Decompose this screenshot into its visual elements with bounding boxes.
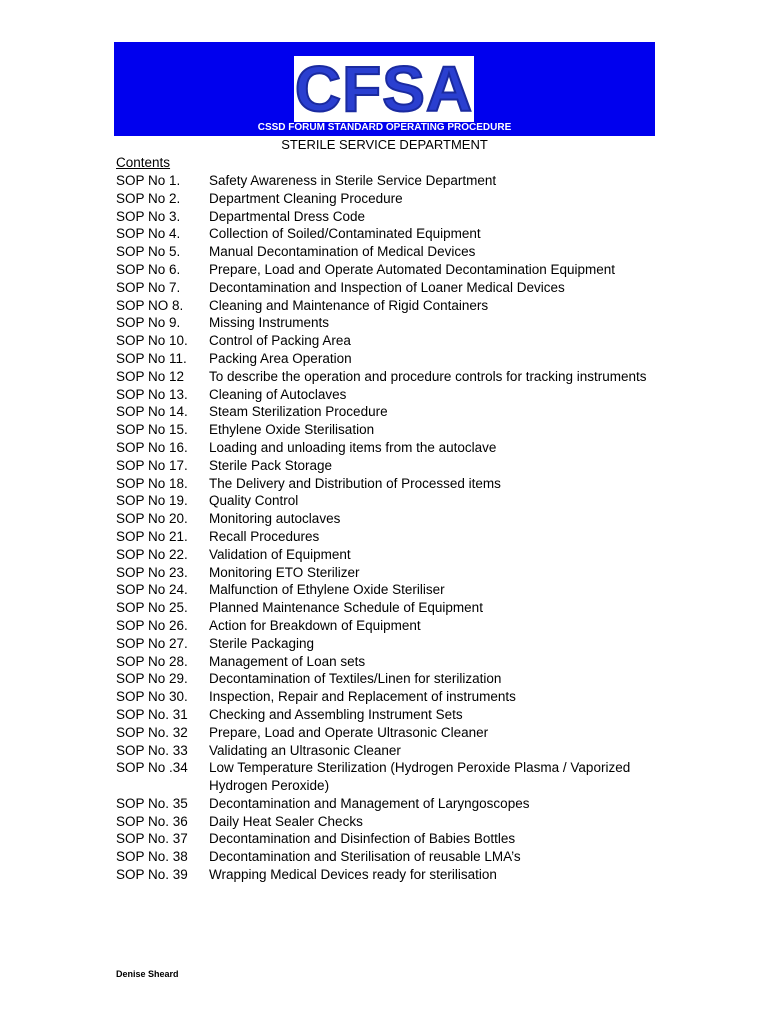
toc-item: [116, 688, 656, 706]
toc-item-number: SOP No. 37: [116, 831, 188, 847]
toc-item-title: Decontamination and Inspection of Loaner Medical Devices: [209, 279, 565, 295]
toc-item-number: SOP No 19.: [116, 493, 188, 509]
toc-item-number: SOP NO 8.: [116, 297, 184, 313]
toc-item: [116, 208, 656, 226]
toc-item-number: SOP No. 36: [116, 813, 188, 829]
toc-item-number: SOP No 13.: [116, 386, 188, 402]
toc-item-title: Decontamination and Disinfection of Babies Bottles: [209, 831, 516, 847]
toc-item-title: Control of Packing Area: [209, 333, 351, 349]
toc-item-title: Inspection, Repair and Replacement of instruments: [209, 689, 516, 705]
cfsa-logo: [294, 53, 474, 125]
toc-item: [116, 670, 656, 688]
toc-item-number: SOP No 11.: [116, 350, 187, 366]
toc-item: [116, 403, 656, 421]
toc-item-number: SOP No 10.: [116, 333, 188, 349]
toc-item: [116, 635, 656, 653]
toc-item-title: Daily Heat Sealer Checks: [209, 813, 363, 829]
toc-item: [116, 742, 656, 760]
toc-item-title: Safety Awareness in Sterile Service Department: [209, 173, 497, 188]
toc-item: [116, 653, 656, 671]
toc-item-number: SOP No. 33: [116, 742, 188, 758]
toc-item-number: SOP No 29.: [116, 671, 188, 687]
toc-item: [116, 190, 656, 208]
toc-item-title: Decontamination of Textiles/Linen for sterilization: [209, 671, 502, 687]
toc-item-number: SOP No .34: [116, 760, 188, 776]
toc-item: [116, 546, 656, 564]
table-of-contents: [116, 172, 656, 884]
toc-item-title: Planned Maintenance Schedule of Equipment: [209, 600, 483, 616]
toc-item-title: Recall Procedures: [209, 528, 320, 544]
toc-item-number: SOP No 24.: [116, 582, 188, 598]
toc-item: [116, 332, 656, 350]
toc-item: [116, 386, 656, 404]
toc-item: [116, 439, 656, 457]
toc-item-title: To describe the operation and procedure controls for tracking instruments: [209, 368, 647, 384]
banner-subtitle: CSSD FORUM STANDARD OPERATING PROCEDURE: [257, 122, 512, 133]
toc-item-title: Malfunction of Ethylene Oxide Steriliser: [209, 582, 445, 598]
toc-item-title: Packing Area Operation: [209, 350, 352, 366]
toc-item: [116, 830, 656, 848]
toc-item: [116, 475, 656, 493]
toc-item-number: SOP No. 31: [116, 706, 188, 722]
toc-item-title: Collection of Soiled/Contaminated Equipment: [209, 226, 481, 242]
toc-item: [116, 759, 656, 795]
logo-wordmark: CFSA: [294, 53, 474, 125]
toc-item-number: SOP No 21.: [116, 528, 188, 544]
toc-item: [116, 421, 656, 439]
toc-item-number: SOP No. 32: [116, 724, 188, 740]
toc-item-number: SOP No 20.: [116, 511, 188, 527]
toc-item: [116, 457, 656, 475]
toc-item-title: Quality Control: [209, 493, 299, 509]
toc-item-number: SOP No 17.: [116, 457, 188, 473]
toc-item-number: SOP No. 38: [116, 849, 188, 865]
toc-item-number: SOP No 26.: [116, 617, 188, 633]
toc-item: [116, 510, 656, 528]
toc-item-title: Manual Decontamination of Medical Devices: [209, 244, 476, 260]
toc-item-title: Steam Sterilization Procedure: [209, 404, 388, 420]
toc-item-number: SOP No 25.: [116, 600, 188, 616]
toc-item: [116, 617, 656, 635]
toc-item-number: SOP No 1.: [116, 173, 181, 188]
toc-item: [116, 297, 656, 315]
toc-item: [116, 599, 656, 617]
toc-item: [116, 795, 656, 813]
toc-item-title: Decontamination and Management of Laryngoscopes: [209, 795, 530, 811]
toc-item-number: SOP No 15.: [116, 422, 188, 438]
toc-item-number: SOP No 4.: [116, 226, 181, 242]
toc-item-number: SOP No 27.: [116, 635, 188, 651]
toc-item-number: SOP No 14.: [116, 404, 188, 420]
toc-item-title: Sterile Packaging: [209, 635, 315, 651]
toc-item-title: The Delivery and Distribution of Processed items: [209, 475, 501, 491]
toc-item-number: SOP No 22.: [116, 546, 188, 562]
toc-item-title: Validation of Equipment: [209, 546, 351, 562]
toc-item: [116, 724, 656, 742]
toc-item: [116, 243, 656, 261]
toc-item-number: SOP No. 39: [116, 867, 188, 883]
toc-item: [116, 706, 656, 724]
toc-item-number: SOP No 2.: [116, 190, 181, 206]
toc-item: [116, 314, 656, 332]
department-title: STERILE SERVICE DEPARTMENT: [281, 137, 488, 152]
toc-item: [116, 492, 656, 510]
toc-item: [116, 866, 656, 884]
toc-item-number: SOP No 16.: [116, 439, 188, 455]
toc-item-number: SOP No 6.: [116, 261, 181, 277]
toc-item: [116, 581, 656, 599]
toc-item-number: SOP No 3.: [116, 208, 181, 224]
toc-item-title: Sterile Pack Storage: [209, 457, 333, 473]
toc-item-number: SOP No 5.: [116, 244, 181, 260]
toc-item-title: Decontamination and Sterilisation of reusable LMA’s: [209, 849, 521, 865]
toc-item: [116, 813, 656, 831]
toc-item: [116, 279, 656, 297]
toc-item: [116, 225, 656, 243]
toc-item-number: SOP No. 35: [116, 795, 188, 811]
toc-item-number: SOP No 18.: [116, 475, 188, 491]
toc-item-title: Department Cleaning Procedure: [209, 190, 403, 206]
toc-item: [116, 172, 656, 190]
toc-item-title: Cleaning of Autoclaves: [209, 386, 347, 402]
toc-item-number: SOP No 9.: [116, 315, 181, 331]
toc-item-title: Missing Instruments: [209, 315, 330, 331]
toc-item-number: SOP No 7.: [116, 279, 181, 295]
toc-item-number: SOP No 23.: [116, 564, 188, 580]
toc-item-title: Prepare, Load and Operate Automated Decontamination Equipment: [209, 261, 616, 277]
toc-item-title: Loading and unloading items from the autoclave: [209, 439, 497, 455]
toc-item: [116, 261, 656, 279]
toc-item-title: Management of Loan sets: [209, 653, 366, 669]
toc-item-title: Checking and Assembling Instrument Sets: [209, 706, 463, 722]
toc-item: [116, 368, 656, 386]
header-banner: [114, 42, 655, 136]
toc-item-number: SOP No 30.: [116, 689, 188, 705]
toc-item: [116, 848, 656, 866]
toc-item-title: Monitoring autoclaves: [209, 511, 341, 527]
toc-item-title: Cleaning and Maintenance of Rigid Containers: [209, 297, 489, 313]
contents-heading: Contents: [116, 155, 171, 170]
toc-item-title: Departmental Dress Code: [209, 208, 366, 224]
toc-item-title: Ethylene Oxide Sterilisation: [209, 422, 375, 438]
toc-item-title: Monitoring ETO Sterilizer: [209, 564, 360, 580]
toc-item-title: Low Temperature Sterilization (Hydrogen Peroxide Plasma / Vaporized Hydrogen Peroxide): [209, 760, 631, 794]
footer-author: Denise Sheard: [116, 969, 179, 979]
toc-item: [116, 564, 656, 582]
toc-item: [116, 528, 656, 546]
toc-item: [116, 350, 656, 368]
toc-item-title: Action for Breakdown of Equipment: [209, 617, 421, 633]
toc-item-number: SOP No 28.: [116, 653, 188, 669]
toc-item-title: Wrapping Medical Devices ready for sterilisation: [209, 867, 497, 883]
toc-item-title: Prepare, Load and Operate Ultrasonic Cleaner: [209, 724, 489, 740]
toc-item-number: SOP No 12: [116, 368, 185, 384]
toc-item-title: Validating an Ultrasonic Cleaner: [209, 742, 401, 758]
